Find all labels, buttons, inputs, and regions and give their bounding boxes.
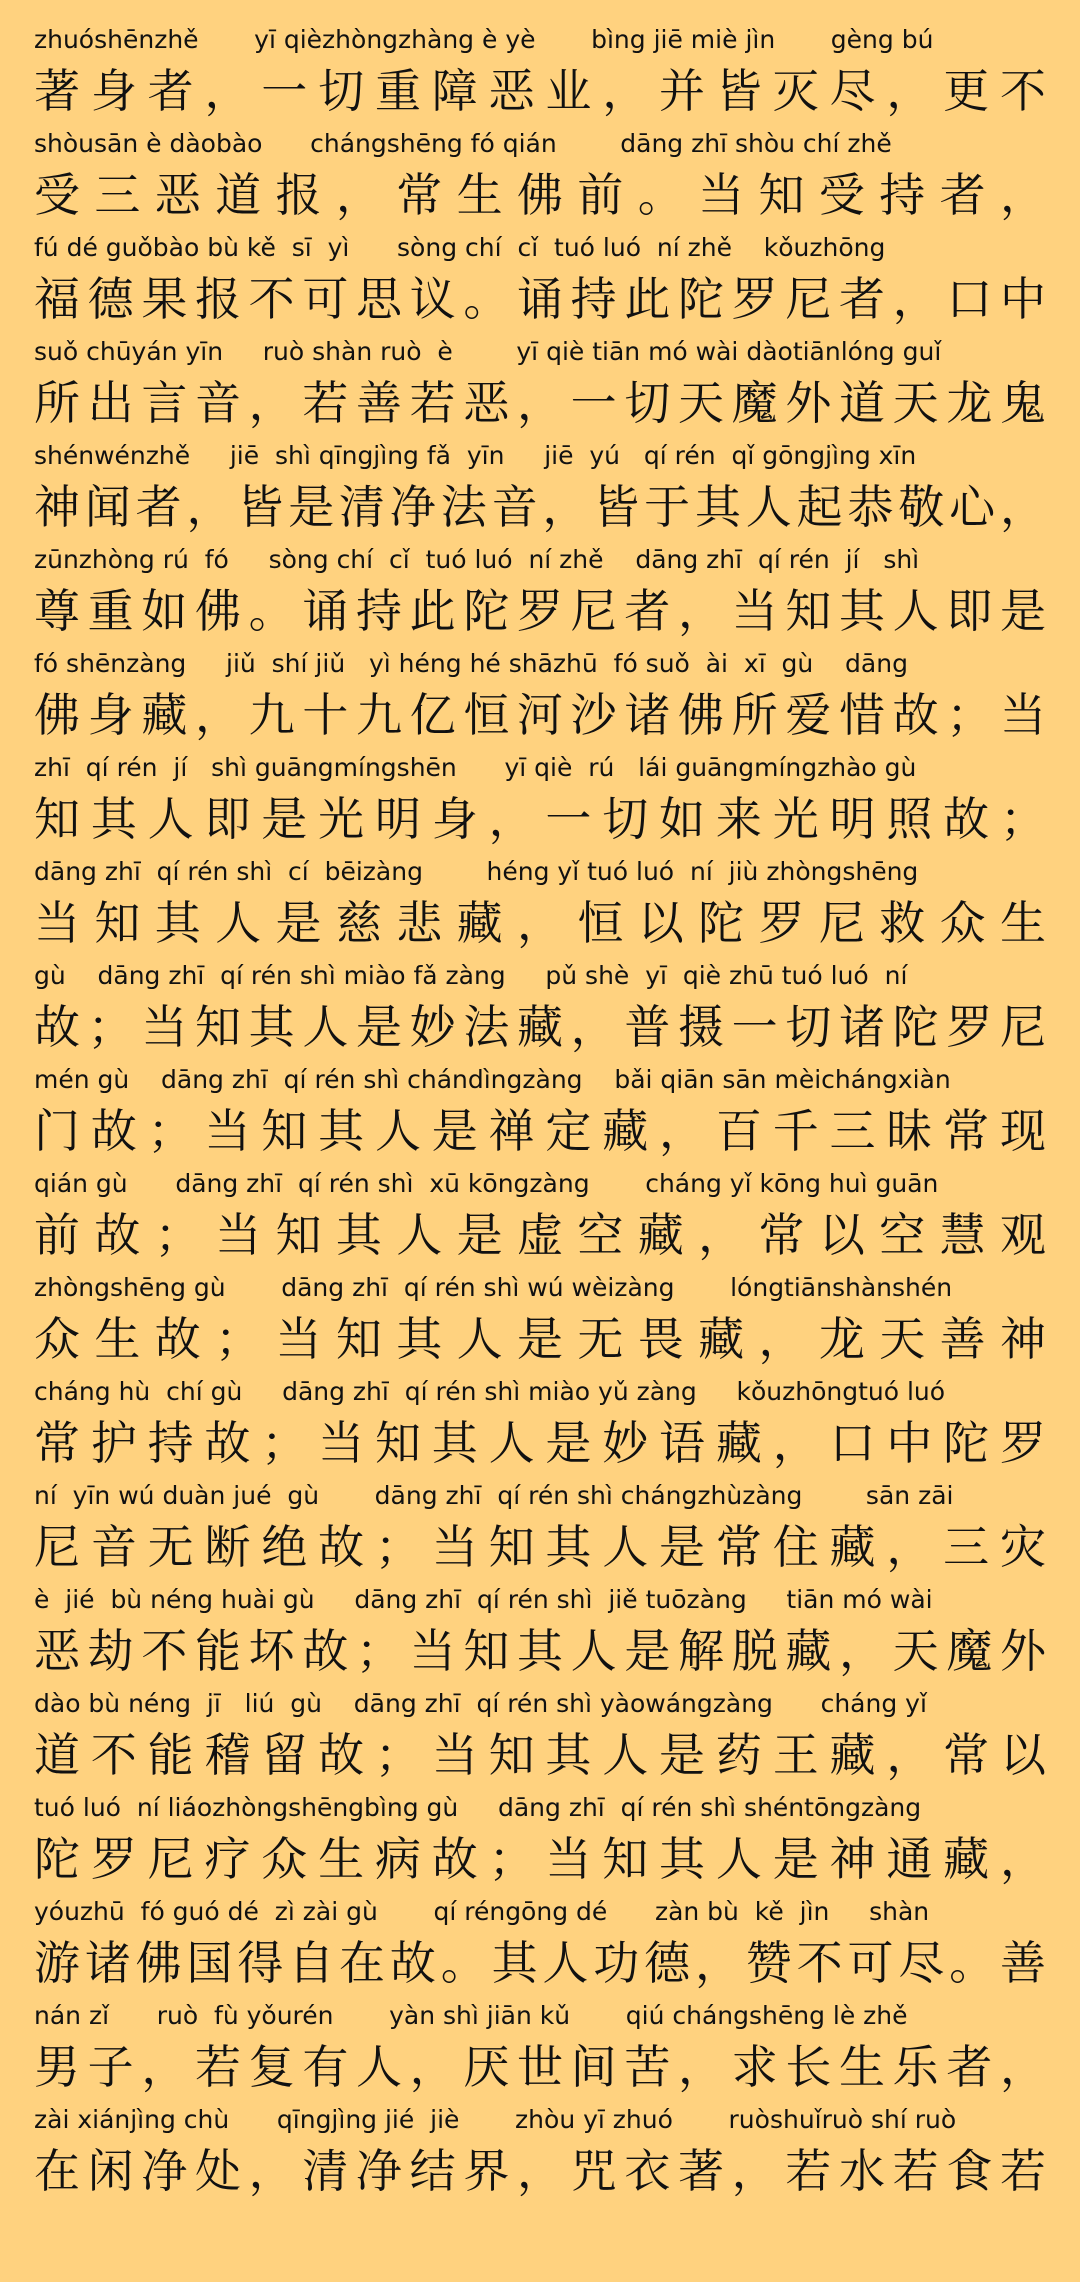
chinese-line: 神闻者，皆是清净法音，皆于其人起恭敬心， [34, 480, 1046, 534]
text-line [0, 22, 1080, 126]
chinese-line: 受三恶道报，常生佛前。当知受持者， [34, 168, 1046, 222]
chinese-line: 前故；当知其人是虚空藏，常以空慧观 [34, 1208, 1046, 1262]
pinyin-line: zhuóshēnzhě yī qièzhòngzhàng è yè bìng jiē miè jìn gèng bú [34, 25, 934, 54]
chinese-line: 男子，若复有人，厌世间苦，求长生乐者， [34, 2040, 1046, 2094]
text-line [0, 1894, 1080, 1998]
text-line [0, 2102, 1080, 2206]
pinyin-line: ní yīn wú duàn jué gù dāng zhī qí rén shì chángzhùzàng sān zāi [34, 1481, 954, 1510]
chinese-line: 众生故；当知其人是无畏藏，龙天善神 [34, 1312, 1046, 1366]
chinese-line: 常护持故；当知其人是妙语藏，口中陀罗 [34, 1416, 1046, 1470]
pinyin-line: mén gù dāng zhī qí rén shì chándìngzàng bǎi qiān sān mèichángxiàn [34, 1065, 951, 1094]
pinyin-line: zhòngshēng gù dāng zhī qí rén shì wú wèizàng lóngtiānshànshén [34, 1273, 953, 1302]
text-line [0, 1062, 1080, 1166]
chinese-line: 当知其人是慈悲藏，恒以陀罗尼救众生 [34, 896, 1046, 950]
text-line [0, 1374, 1080, 1478]
pinyin-line: dāng zhī qí rén shì cí bēizàng héng yǐ tuó luó ní jiù zhòngshēng [34, 857, 919, 886]
pinyin-line: zài xiánjìng chù qīngjìng jié jiè zhòu yī zhuó ruòshuǐruò shí ruò [34, 2105, 957, 2134]
chinese-line: 恶劫不能坏故；当知其人是解脱藏，天魔外 [34, 1624, 1046, 1678]
chinese-line: 游诸佛国得自在故。其人功德，赞不可尽。善 [34, 1936, 1046, 1990]
text-line [0, 334, 1080, 438]
text-line [0, 542, 1080, 646]
chinese-line: 陀罗尼疗众生病故；当知其人是神通藏， [34, 1832, 1046, 1886]
pinyin-line: shòusān è dàobào chángshēng fó qián dāng zhī shòu chí zhě [34, 129, 892, 158]
pinyin-line: suǒ chūyán yīn ruò shàn ruò è yī qiè tiān mó wài dàotiānlóng guǐ [34, 337, 942, 366]
chinese-line: 故；当知其人是妙法藏，普摄一切诸陀罗尼 [34, 1000, 1046, 1054]
chinese-line: 所出言音，若善若恶，一切天魔外道天龙鬼 [34, 376, 1046, 430]
text-line [0, 1998, 1080, 2102]
pinyin-line: fú dé guǒbào bù kě sī yì sòng chí cǐ tuó luó ní zhě kǒuzhōng [34, 233, 886, 262]
pinyin-line: fó shēnzàng jiǔ shí jiǔ yì héng hé shāzhū fó suǒ ài xī gù dāng [34, 649, 908, 678]
chinese-line: 门故；当知其人是禅定藏，百千三昧常现 [34, 1104, 1046, 1158]
chinese-line: 尼音无断绝故；当知其人是常住藏，三灾 [34, 1520, 1046, 1574]
text-line [0, 1582, 1080, 1686]
text-line [0, 1478, 1080, 1582]
text-line [0, 646, 1080, 750]
chinese-line: 道不能稽留故；当知其人是药王藏，常以 [34, 1728, 1046, 1782]
pinyin-line: shénwénzhě jiē shì qīngjìng fǎ yīn jiē yú qí rén qǐ gōngjìng xīn [34, 441, 917, 470]
text-line [0, 1790, 1080, 1894]
text-line [0, 958, 1080, 1062]
chinese-line: 在闲净处，清净结界，咒衣著，若水若食若 [34, 2144, 1046, 2198]
pinyin-line: zhī qí rén jí shì guāngmíngshēn yī qiè rú lái guāngmíngzhào gù [34, 753, 917, 782]
text-line [0, 126, 1080, 230]
text-line [0, 854, 1080, 958]
text-line [0, 438, 1080, 542]
chinese-line: 福德果报不可思议。诵持此陀罗尼者，口中 [34, 272, 1046, 326]
pinyin-line: nán zǐ ruò fù yǒurén yàn shì jiān kǔ qiú chángshēng lè zhě [34, 2001, 908, 2030]
text-line [0, 230, 1080, 334]
chinese-line: 知其人即是光明身，一切如来光明照故； [34, 792, 1046, 846]
pinyin-line: zūnzhòng rú fó sòng chí cǐ tuó luó ní zhě dāng zhī qí rén jí shì [34, 545, 920, 574]
chinese-line: 佛身藏，九十九亿恒河沙诸佛所爱惜故；当 [34, 688, 1046, 742]
text-line [0, 1166, 1080, 1270]
text-line [0, 750, 1080, 854]
chinese-line: 著身者，一切重障恶业，并皆灭尽，更不 [34, 64, 1046, 118]
text-line [0, 1270, 1080, 1374]
pinyin-line: tuó luó ní liáozhòngshēngbìng gù dāng zhī qí rén shì shéntōngzàng [34, 1793, 922, 1822]
pinyin-line: gù dāng zhī qí rén shì miào fǎ zàng pǔ shè yī qiè zhū tuó luó ní [34, 961, 908, 990]
chinese-line: 尊重如佛。诵持此陀罗尼者，当知其人即是 [34, 584, 1046, 638]
text-line [0, 1686, 1080, 1790]
pinyin-line: è jié bù néng huài gù dāng zhī qí rén shì jiě tuōzàng tiān mó wài [34, 1585, 933, 1614]
pinyin-line: yóuzhū fó guó dé zì zài gù qí réngōng dé zàn bù kě jìn shàn [34, 1897, 930, 1926]
pinyin-line: qián gù dāng zhī qí rén shì xū kōngzàng cháng yǐ kōng huì guān [34, 1169, 939, 1198]
pinyin-line: dào bù néng jī liú gù dāng zhī qí rén shì yàowángzàng cháng yǐ [34, 1689, 927, 1718]
pinyin-line: cháng hù chí gù dāng zhī qí rén shì miào yǔ zàng kǒuzhōngtuó luó [34, 1377, 946, 1406]
